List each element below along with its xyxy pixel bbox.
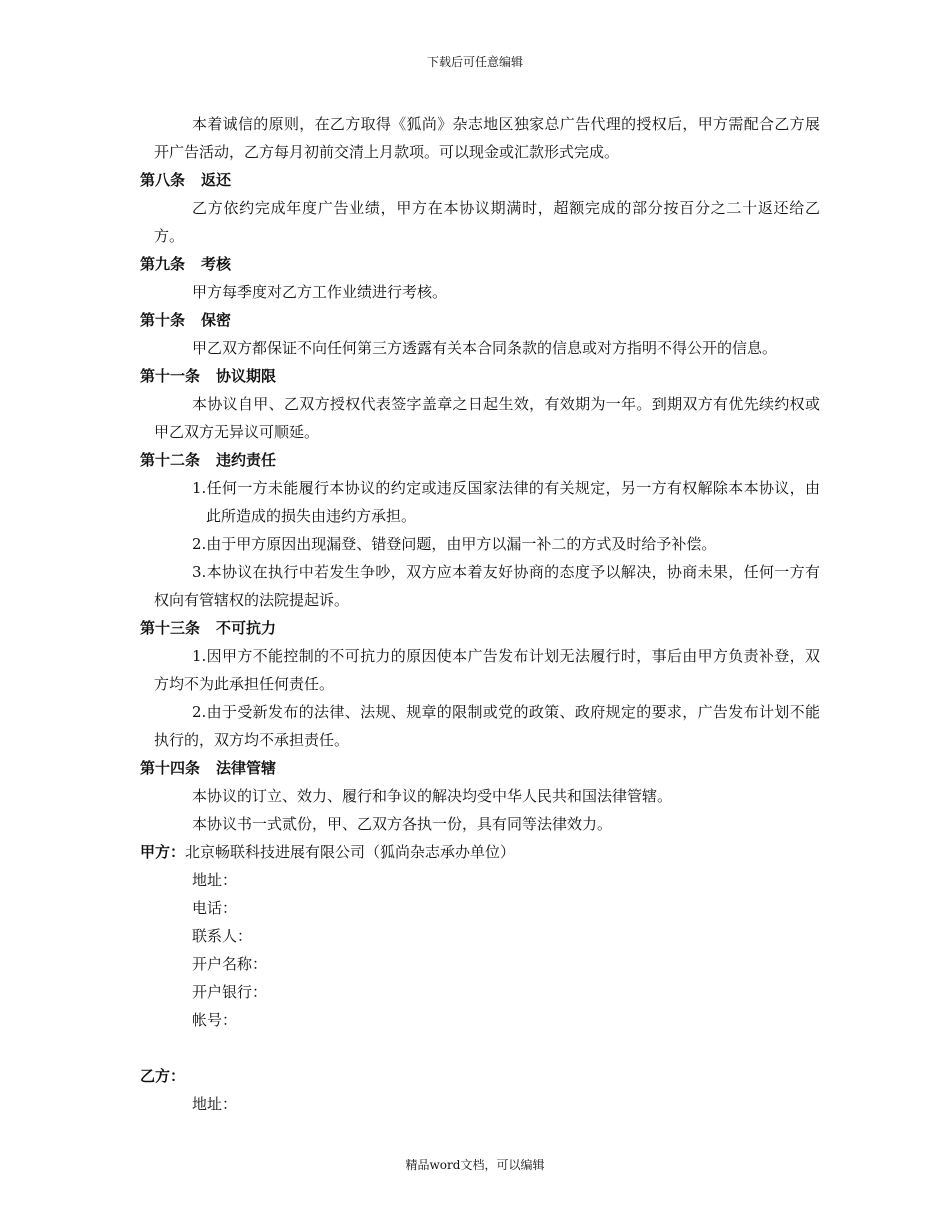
section-number: 第十一条 — [140, 367, 201, 385]
spacer — [140, 1034, 820, 1062]
section-heading-8 — [140, 166, 820, 194]
document-body — [140, 110, 820, 1118]
section-heading-12 — [140, 446, 820, 474]
section-14-paragraph-2: 本协议书一式贰份，甲、乙双方各执一份，具有同等法律效力。 — [192, 815, 613, 833]
section-number: 第十条 — [140, 311, 186, 329]
section-13-item-2: 2.由于受新发布的法律、法规、规章的限制或党的政策、政府规定的要求，广告发布计划不能执行的，双方均不承担责任。 — [154, 703, 820, 749]
section-10-paragraph: 甲乙双方都保证不向任何第三方透露有关本合同条款的信息或对方指明不得公开的信息。 — [192, 339, 778, 357]
section-heading-13 — [140, 614, 820, 642]
section-number: 第十三条 — [140, 619, 201, 637]
party-a-phone-field: 电话： — [192, 899, 238, 917]
party-b-line — [140, 1062, 820, 1090]
party-a-bank-field: 开户银行： — [192, 983, 268, 1001]
section-11-paragraph: 本协议自甲、乙双方授权代表签字盖章之日起生效，有效期为一年。到期双方有优先续约权或甲乙双方无异议可顺延。 — [154, 395, 820, 441]
page-header: 下载后可任意编辑 — [426, 55, 523, 69]
section-title: 违约责任 — [216, 451, 277, 469]
section-heading-10 — [140, 306, 820, 334]
section-title: 不可抗力 — [216, 619, 277, 637]
party-a-account-number-field: 帐号： — [192, 1011, 238, 1029]
section-14-paragraph-1: 本协议的订立、效力、履行和争议的解决均受中华人民共和国法律管辖。 — [192, 787, 673, 805]
section-heading-9 — [140, 250, 820, 278]
section-title: 返还 — [201, 171, 232, 189]
page-footer: 精品word文档，可以编辑 — [405, 1158, 545, 1172]
section-number: 第九条 — [140, 255, 186, 273]
section-heading-14 — [140, 754, 820, 782]
section-12-item-3: 3.本协议在执行中若发生争吵，双方应本着友好协商的态度予以解决，协商未果，任何一方有权向有管辖权的法院提起诉。 — [154, 563, 820, 609]
section-8-paragraph: 乙方依约完成年度广告业绩，甲方在本协议期满时，超额完成的部分按百分之二十返还给乙方。 — [154, 199, 820, 245]
party-a-line — [140, 838, 820, 866]
party-a-label: 甲方： — [140, 843, 186, 861]
party-a-account-name-field: 开户名称： — [192, 955, 268, 973]
section-title: 考核 — [201, 255, 232, 273]
section-12-item-1: 1.任何一方未能履行本协议的约定或违反国家法律的有关规定，另一方有权解除本本协议，由此所造成的损失由违约方承担。 — [192, 479, 820, 525]
party-a-name: 北京畅联科技进展有限公司（狐尚杂志承办单位） — [185, 843, 516, 861]
section-title: 协议期限 — [216, 367, 277, 385]
section-heading-11 — [140, 362, 820, 390]
party-a-contact-field: 联系人： — [192, 927, 253, 945]
section-9-paragraph: 甲方每季度对乙方工作业绩进行考核。 — [192, 283, 448, 301]
section-number: 第八条 — [140, 171, 186, 189]
party-b-label: 乙方： — [140, 1067, 186, 1085]
section-title: 保密 — [201, 311, 232, 329]
section-number: 第十四条 — [140, 759, 201, 777]
section-12-item-2: 2.由于甲方原因出现漏登、错登问题，由甲方以漏一补二的方式及时给予补偿。 — [192, 535, 717, 553]
section-13-item-1: 1.因甲方不能控制的不可抗力的原因使本广告发布计划无法履行时，事后由甲方负责补登，双方均不为此承担任何责任。 — [154, 647, 820, 693]
party-b-address-field: 地址： — [192, 1095, 238, 1113]
intro-paragraph: 本着诚信的原则，在乙方取得《狐尚》杂志地区独家总广告代理的授权后，甲方需配合乙方展开广告活动，乙方每月初前交清上月款项。可以现金或汇款形式完成。 — [154, 115, 820, 161]
party-a-address-field: 地址： — [192, 871, 238, 889]
section-number: 第十二条 — [140, 451, 201, 469]
section-title: 法律管辖 — [216, 759, 277, 777]
